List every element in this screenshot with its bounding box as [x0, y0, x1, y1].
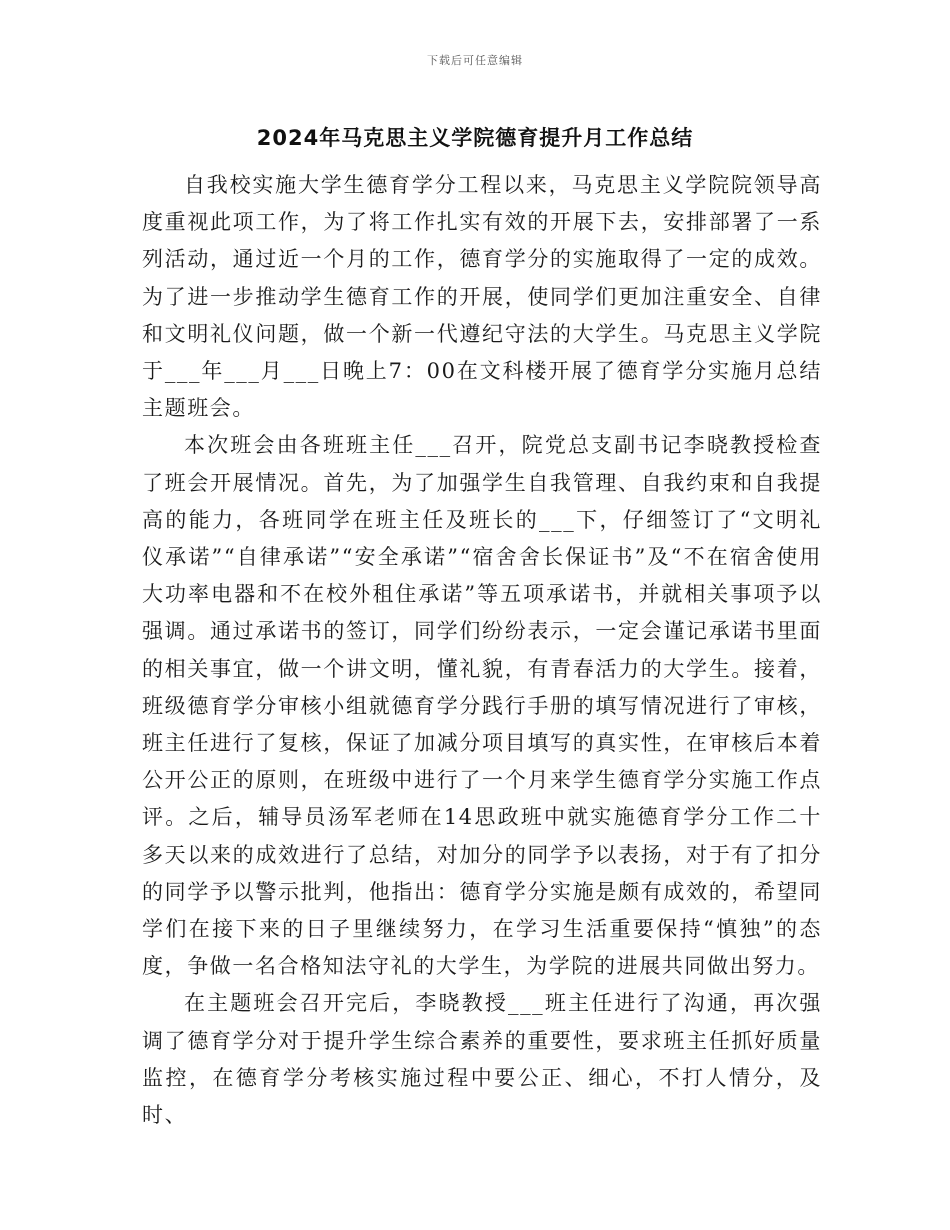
- document-title: 2024年马克思主义学院德育提升月工作总结: [256, 126, 694, 150]
- paragraph-2: 本次班会由各班班主任___召开，院党总支副书记李晓教授检查了班会开展情况。首先，为了加强学生自我管理、自我约束和自我提高的能力，各班同学在班主任及班长的___下，仔细签订了“文明礼仪承诺”“自律承诺”“安全承诺”“宿舍舍长保证书”及“不在宿舍使用大功率电器和不在校外租住承诺”等五项承诺书，并就相关事项予以强调。通过承诺书的签订，同学们纷纷表示，一定会谨记承诺书里面的相关事宜，做一个讲文明，懂礼貌，有青春活力的大学生。接着，班级德育学分审核小组就德育学分践行手册的填写情况进行了审核，班主任进行了复核，保证了加减分项目填写的真实性，在审核后本着公开公正的原则，在班级中进行了一个月来学生德育学分实施工作点评。之后，辅导员汤军老师在14思政班中就实施德育学分工作二十多天以来的成效进行了总结，对加分的同学予以表扬，对于有了扣分的同学予以警示批判，他指出：德育学分实施是颇有成效的，希望同学们在接下来的日子里继续努力，在学习生活重要保持“慎独”的态度，争做一名合格知法守礼的大学生，为学院的进展共同做出努力。: [142, 433, 822, 979]
- document-body: [142, 167, 822, 1134]
- paragraph-1: 自我校实施大学生德育学分工程以来，马克思主义学院院领导高度重视此项工作，为了将工作扎实有效的开展下去，安排部署了一系列活动，通过近一个月的工作，德育学分的实施取得了一定的成效。为了进一步推动学生德育工作的开展，使同学们更加注重安全、自律和文明礼仪问题，做一个新一代遵纪守法的大学生。马克思主义学院于___年___月___日晚上7：00在文科楼开展了德育学分实施月总结主题班会。: [142, 173, 822, 421]
- paragraph-3: 在主题班会召开完后，李晓教授___班主任进行了沟通，再次强调了德育学分对于提升学生综合素养的重要性，要求班主任抓好质量监控，在德育学分考核实施过程中要公正、细心，不打人情分，及时、: [142, 991, 822, 1128]
- header-note: 下载后可任意编辑: [427, 54, 523, 67]
